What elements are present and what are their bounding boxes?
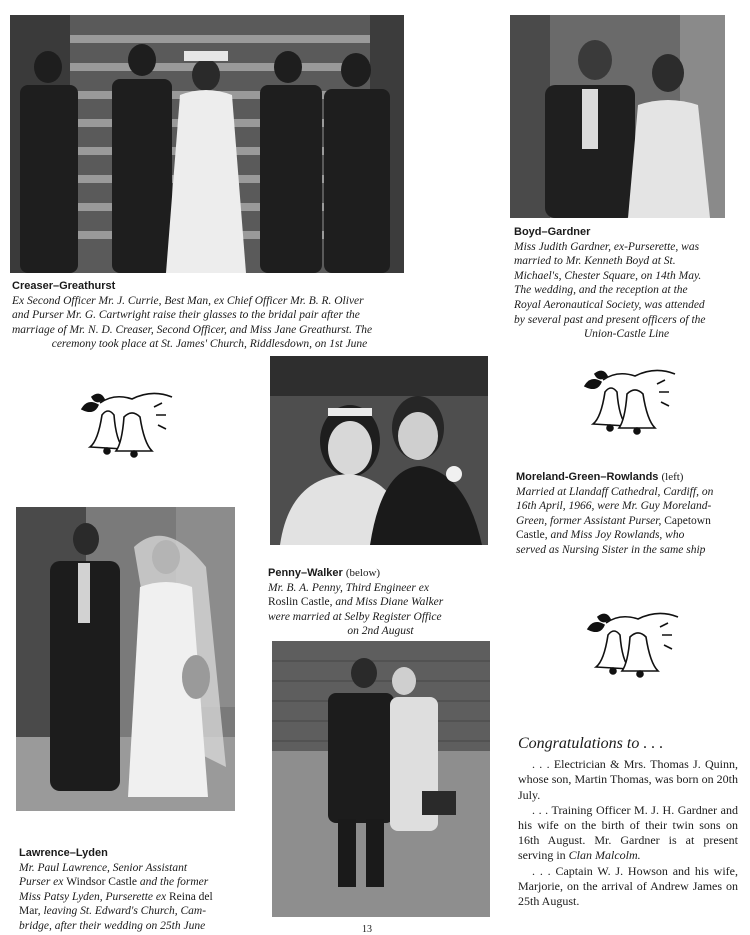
caption-line: Miss Judith Gardner, ex-Purserette, was bbox=[514, 240, 700, 253]
caption-line: Mr. Paul Lawrence, Senior Assistant bbox=[19, 861, 188, 874]
caption-text: and Miss Joy Rowlands, who bbox=[550, 529, 685, 542]
congratulations-text: . . . Training Officer M. J. H. Gardner and his wife on the birth of their twin sons on 16th August. Mr. Gardner is at present serving in bbox=[518, 802, 738, 863]
caption-text: Purser ex bbox=[19, 876, 64, 889]
caption-line: Mr. B. A. Penny, Third Engineer ex bbox=[268, 581, 429, 594]
congratulations-title: Congratulations to . . . bbox=[518, 735, 664, 752]
caption-line: ceremony took place at St. James' Church, Riddlesdown, on 1st June bbox=[51, 338, 368, 351]
caption-line: on 2nd August bbox=[347, 625, 414, 638]
ship-name: Windsor Castle bbox=[66, 876, 138, 889]
caption-line: Married at Llandaff Cathedral, Cardiff, on bbox=[516, 485, 714, 498]
congratulations-item bbox=[518, 803, 738, 864]
wedding-bells-icon bbox=[575, 362, 683, 438]
caption-line: The wedding, and the reception at the bbox=[514, 284, 688, 297]
caption-heading: Boyd–Gardner bbox=[514, 226, 591, 238]
ship-name: Castle, bbox=[516, 529, 548, 542]
caption-heading-text: Moreland-Green–Rowlands bbox=[516, 471, 659, 483]
ship-name: Capetown bbox=[664, 514, 711, 527]
caption-body bbox=[268, 581, 493, 639]
photo-penny-walker bbox=[272, 641, 490, 917]
caption-text: and Miss Diane Walker bbox=[335, 596, 444, 609]
caption-creaser-greathurst bbox=[12, 279, 407, 352]
caption-line: bridge, after their wedding on 25th June bbox=[19, 919, 206, 932]
photo-moreland-green-rowlands bbox=[270, 356, 488, 545]
caption-text: and the former bbox=[139, 876, 209, 889]
photo-boyd-gardner bbox=[510, 15, 725, 218]
wedding-bells-icon bbox=[72, 385, 180, 461]
caption-line bbox=[19, 904, 241, 919]
caption-line bbox=[19, 875, 241, 890]
caption-heading: Lawrence–Lyden bbox=[19, 847, 108, 859]
photo-creaser-greathurst bbox=[10, 15, 404, 273]
congratulations-item: . . . Captain W. J. Howson and his wife, Marjorie, on the arrival of Andrew James on 25th August. bbox=[518, 863, 738, 909]
caption-heading-suffix: (below) bbox=[345, 567, 381, 579]
caption-text: Green, former Assistant Purser, bbox=[516, 514, 662, 527]
caption-line: were married at Selby Register Office bbox=[268, 610, 442, 623]
caption-penny-walker bbox=[268, 566, 493, 639]
caption-lawrence-lyden bbox=[19, 846, 241, 934]
caption-text: Miss Patsy Lyden, Purserette ex bbox=[19, 890, 167, 903]
caption-heading: Creaser–Greathurst bbox=[12, 280, 116, 292]
caption-text: leaving St. Edward's Church, Cam- bbox=[43, 905, 207, 918]
caption-line: 16th April, 1966, were Mr. Guy Moreland- bbox=[516, 500, 712, 513]
caption-line bbox=[516, 528, 744, 543]
page-number: 13 bbox=[362, 924, 372, 935]
wedding-bells-icon bbox=[578, 605, 686, 681]
ship-name: Roslin Castle, bbox=[268, 596, 333, 609]
caption-line: marriage of Mr. N. D. Creaser, Second Officer, and Miss Jane Greathurst. The bbox=[12, 323, 373, 336]
congratulations-section bbox=[518, 736, 738, 909]
caption-line: Union-Castle Line bbox=[583, 328, 670, 341]
caption-line: married to Mr. Kenneth Boyd at St. bbox=[514, 255, 676, 268]
caption-heading-suffix: (left) bbox=[661, 471, 684, 483]
caption-line: Royal Aeronautical Society, was attended bbox=[514, 298, 705, 311]
photo-lawrence-lyden bbox=[16, 507, 235, 811]
caption-body bbox=[12, 294, 407, 352]
ship-name: Mar, bbox=[19, 905, 41, 918]
caption-line bbox=[516, 514, 744, 529]
caption-line: and Purser Mr. G. Cartwright raise their glasses to the bridal pair after the bbox=[12, 309, 360, 322]
caption-line bbox=[19, 890, 241, 905]
caption-body bbox=[19, 861, 241, 934]
caption-line: Michael's, Chester Square, on 14th May. bbox=[514, 269, 702, 282]
caption-line: Ex Second Officer Mr. J. Currie, Best Man, ex Chief Officer Mr. B. R. Oliver bbox=[12, 294, 364, 307]
caption-body bbox=[514, 240, 739, 342]
caption-line: served as Nursing Sister in the same ship bbox=[516, 543, 706, 556]
caption-line: by several past and present officers of the bbox=[514, 313, 706, 326]
caption-moreland-green-rowlands bbox=[516, 470, 744, 558]
caption-body bbox=[516, 485, 744, 558]
caption-heading bbox=[516, 470, 744, 485]
ship-name: Clan Malcolm. bbox=[568, 848, 641, 863]
caption-heading-text: Penny–Walker bbox=[268, 567, 343, 579]
ship-name: Reina del bbox=[168, 890, 213, 903]
congratulations-item: . . . Electrician & Mrs. Thomas J. Quinn, whose son, Martin Thomas, was born on 20th July. bbox=[518, 757, 738, 802]
caption-boyd-gardner bbox=[514, 225, 739, 342]
caption-line bbox=[268, 595, 493, 610]
caption-heading bbox=[268, 566, 493, 581]
